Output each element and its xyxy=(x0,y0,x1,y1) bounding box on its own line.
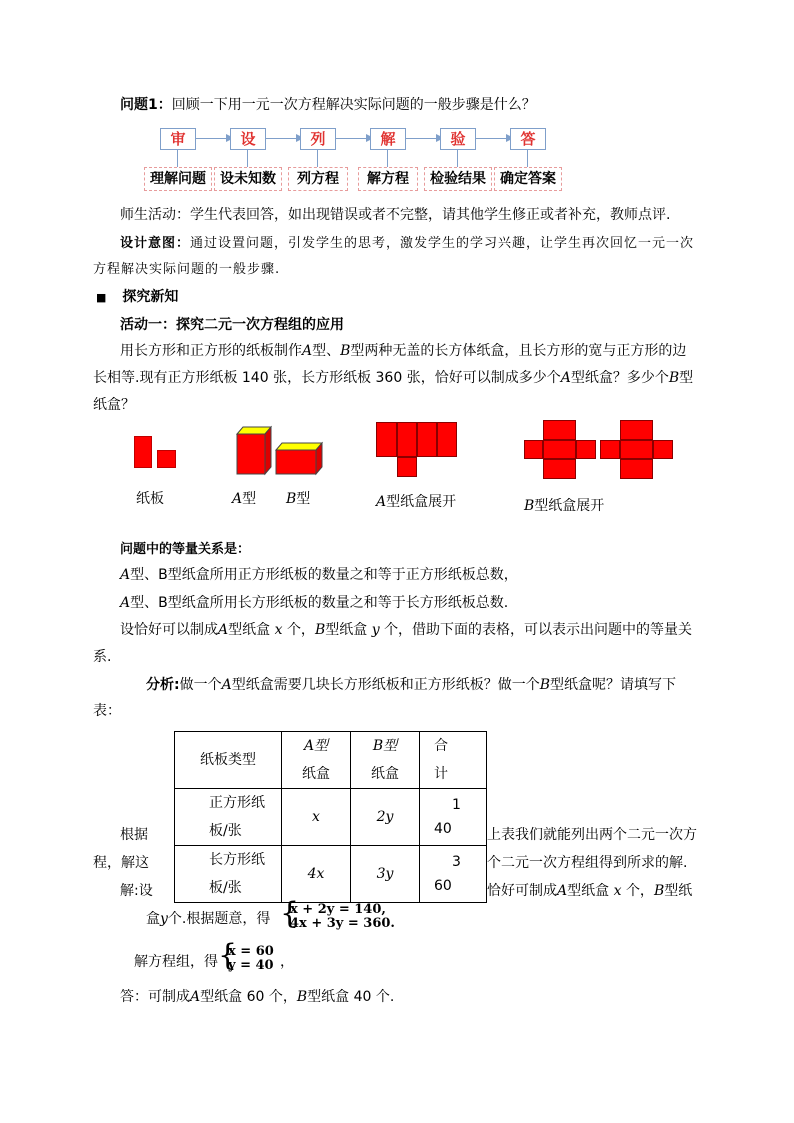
var-b: B xyxy=(653,883,665,899)
square-board-shape xyxy=(157,450,176,468)
side-left-3: 解:设 xyxy=(120,883,153,899)
step-connector xyxy=(317,150,318,168)
step-label: 解方程 xyxy=(358,167,418,191)
equation-1: x + 2y = 140, xyxy=(290,902,386,917)
side-left-2: 程，解这 xyxy=(93,855,149,871)
analysis-text: 做一个 xyxy=(179,677,222,693)
problem-text: 用长方形和正方形的纸板制作 xyxy=(120,343,302,359)
setup-text: 型纸盒 xyxy=(228,622,271,638)
step-connector xyxy=(387,150,388,168)
relation-text: 型、B型纸盒所用长方形纸板的数量之和等于长方形纸板总数. xyxy=(130,595,509,611)
brace-icon: { xyxy=(218,938,238,973)
net-a-cell xyxy=(397,457,417,477)
var-a: A xyxy=(302,343,313,359)
table-row xyxy=(175,846,487,903)
side-text: 型纸盒 xyxy=(567,883,610,899)
step-label: 确定答案 xyxy=(494,167,562,191)
var-a: A xyxy=(120,567,131,583)
var-a: A xyxy=(232,491,243,507)
row-name: 长方形纸 xyxy=(209,852,265,868)
box-a-front xyxy=(237,434,265,474)
net-a-cell xyxy=(417,422,437,457)
problem-line-3: 纸盒？ xyxy=(93,397,135,413)
step-label: 设未知数 xyxy=(214,167,282,191)
equation-2: 4x + 3y = 360. xyxy=(290,916,395,931)
total-part: 60 xyxy=(434,878,452,894)
net-b-cell xyxy=(576,440,596,459)
side-right-2: 个二元一次方程组得到所求的解. xyxy=(487,855,688,871)
teacher-activity: 师生活动：学生代表回答，如出现错误或者不完整，请其他学生修正或者补充，教师点评. xyxy=(120,207,671,223)
total-part: 1 xyxy=(452,797,461,813)
total-part: 3 xyxy=(452,854,461,870)
table-header-cell xyxy=(175,732,282,789)
question1-label: 问题1： xyxy=(120,97,172,113)
setup-text: 个， xyxy=(286,622,315,638)
caption-text: 型纸盒展开 xyxy=(386,494,457,510)
net-a-cell xyxy=(376,422,397,457)
step-box-set: 设 xyxy=(230,128,266,150)
solution-line-1 xyxy=(146,908,270,928)
equal-relation-line-1 xyxy=(120,564,518,584)
board-table xyxy=(174,731,487,903)
row-name: 正方形纸 xyxy=(209,795,265,811)
problem-line-2 xyxy=(93,367,693,387)
table-cell xyxy=(420,846,487,903)
box-a-side xyxy=(265,427,271,474)
var-y: y xyxy=(160,911,168,927)
rectangle-board-shape xyxy=(134,436,152,468)
var-x: x xyxy=(274,622,283,638)
answer-line xyxy=(120,986,394,1006)
net-b-cell xyxy=(543,420,576,440)
figure-boxes-3d xyxy=(230,422,330,478)
caption-unfold-a xyxy=(376,491,456,511)
solution-comma: ， xyxy=(280,954,294,970)
problem-text: 型 xyxy=(679,370,694,386)
table-cell: x xyxy=(282,789,351,846)
solution-text: 个.根据题意，得 xyxy=(167,911,271,927)
step-box-list: 列 xyxy=(300,128,336,150)
table-cell xyxy=(175,789,282,846)
section-title: 探究新知 xyxy=(122,289,179,305)
table-cell: 2y xyxy=(351,789,420,846)
var-a: A xyxy=(221,677,232,693)
header-b1: B型 xyxy=(372,738,398,754)
answer-text: 型纸盒 40 个. xyxy=(307,989,395,1005)
activity1-title: 活动一：探究二元一次方程组的应用 xyxy=(120,317,344,333)
header-t2: 计 xyxy=(434,766,448,782)
header-t1: 合 xyxy=(434,738,448,754)
var-a: A xyxy=(560,370,571,386)
analysis-label: 分析: xyxy=(146,677,180,693)
table-cell: 4x xyxy=(282,846,351,903)
step-label: 列方程 xyxy=(288,167,348,191)
equal-relation-title: 问题中的等量关系是： xyxy=(120,542,251,557)
design-text-2: 方程解决实际问题的一般步骤. xyxy=(93,262,281,277)
side-left-1: 根据 xyxy=(120,827,148,843)
var-a: A xyxy=(120,595,131,611)
net-a-cell xyxy=(397,422,417,457)
net-b-cell xyxy=(600,440,620,459)
step-box-answer: 答 xyxy=(510,128,546,150)
flow-line xyxy=(406,138,436,139)
net-b-cell xyxy=(620,459,653,479)
solution-y: y = 40 xyxy=(228,958,274,973)
header-a1: A型 xyxy=(303,738,329,754)
side-right-1: 上表我们就能列出两个二元一次方 xyxy=(487,827,697,843)
flow-line xyxy=(476,138,506,139)
flow-line xyxy=(196,138,226,139)
caption-type-b xyxy=(286,488,310,508)
problem-text: 型纸盒？多少个 xyxy=(570,370,669,386)
section-bullet-icon: ■ xyxy=(96,291,107,304)
header-a2: 纸盒 xyxy=(302,766,330,782)
step-connector xyxy=(177,150,178,168)
problem-text: 型两种无盖的长方体纸盒，且长方形的宽与正方形的边 xyxy=(350,343,687,359)
caption-text: 型 xyxy=(242,491,257,507)
design-text: 通过设置问题，引发学生的思考，激发学生的学习兴趣，让学生再次回忆一元一次 xyxy=(190,236,695,251)
table-cell: 3y xyxy=(351,846,420,903)
var-a: A xyxy=(376,494,387,510)
net-b-cell xyxy=(543,440,576,459)
table-header-cell xyxy=(351,732,420,789)
analysis-line-1 xyxy=(146,674,676,694)
net-b-cell xyxy=(620,420,653,440)
table-header-cell xyxy=(420,732,487,789)
setup-text: 设恰好可以制成 xyxy=(120,622,218,638)
setup-text: 个，借助下面的表格，可以表示出问题中的等量关 xyxy=(384,622,693,638)
box-b-top xyxy=(276,443,322,450)
step-connector xyxy=(527,150,528,168)
solution-text: 盒 xyxy=(146,911,160,927)
var-a: A xyxy=(218,622,229,638)
step-box-solve: 解 xyxy=(370,128,406,150)
setup-text: 型纸盒 xyxy=(325,622,368,638)
var-b: B xyxy=(340,343,351,359)
answer-text: 答：可制成 xyxy=(120,989,190,1005)
table-row xyxy=(175,789,487,846)
var-b: B xyxy=(524,498,535,514)
step-connector xyxy=(247,150,248,168)
table-header-cell xyxy=(282,732,351,789)
var-b: B xyxy=(668,370,680,386)
problem-text: 长相等.现有正方形纸板 140 张，长方形纸板 360 张，恰好可以制成多少个 xyxy=(93,370,561,386)
side-text: 恰好可制成 xyxy=(487,883,557,899)
caption-board: 纸板 xyxy=(136,491,164,507)
flow-line xyxy=(336,138,366,139)
var-x: x xyxy=(613,883,622,899)
flow-line xyxy=(266,138,296,139)
var-a: A xyxy=(190,989,201,1005)
table-cell xyxy=(420,789,487,846)
setup-line-1 xyxy=(120,619,692,639)
caption-text: 型 xyxy=(296,491,311,507)
answer-text: 型纸盒 60 个， xyxy=(200,989,297,1005)
side-right-3 xyxy=(487,880,692,900)
step-box-check: 验 xyxy=(440,128,476,150)
setup-line-2: 系. xyxy=(93,649,112,665)
solution-x: x = 60 xyxy=(228,944,274,959)
var-b: B xyxy=(296,989,308,1005)
design-intent xyxy=(120,232,694,251)
caption-unfold-b xyxy=(524,495,604,515)
table-cell xyxy=(175,846,282,903)
section-heading xyxy=(96,286,178,306)
row-name: 板/张 xyxy=(209,880,242,896)
caption-text: 型纸盒展开 xyxy=(534,498,605,514)
net-a-cell xyxy=(437,422,457,457)
var-y: y xyxy=(371,622,380,638)
question1 xyxy=(120,94,536,114)
var-b: B xyxy=(314,622,326,638)
solution-line-2: 解方程组，得 xyxy=(134,954,218,970)
header-type: 纸板类型 xyxy=(200,752,256,768)
problem-line-1 xyxy=(120,340,686,360)
side-text: 型纸 xyxy=(664,883,693,899)
step-connector xyxy=(457,150,458,168)
total-part: 40 xyxy=(434,821,452,837)
net-b-cell xyxy=(620,440,653,459)
step-box-review: 审 xyxy=(160,128,196,150)
side-text: 个， xyxy=(625,883,654,899)
relation-text: 型、B型纸盒所用正方形纸板的数量之和等于正方形纸板总数， xyxy=(130,567,518,583)
net-b-cell xyxy=(524,440,543,459)
table-header-row xyxy=(175,732,487,789)
analysis-line-2: 表： xyxy=(93,703,121,719)
net-b-cell xyxy=(543,459,576,479)
box-b-front xyxy=(276,450,316,474)
var-b: B xyxy=(539,677,551,693)
design-label: 设计意图： xyxy=(120,236,191,251)
row-name: 板/张 xyxy=(209,823,242,839)
equal-relation-line-2 xyxy=(120,592,508,612)
step-label: 检验结果 xyxy=(424,167,492,191)
net-b-cell xyxy=(653,440,673,459)
var-b: B xyxy=(286,491,297,507)
analysis-text: 型纸盒需要几块长方形纸板和正方形纸板？做一个 xyxy=(231,677,540,693)
var-a: A xyxy=(557,883,568,899)
header-b2: 纸盒 xyxy=(371,766,399,782)
caption-type-a xyxy=(232,488,256,508)
brace-icon: { xyxy=(280,896,300,931)
analysis-text: 型纸盒呢？请填写下 xyxy=(550,677,677,693)
step-label: 理解问题 xyxy=(144,167,212,191)
question1-text: 回顾一下用一元一次方程解决实际问题的一般步骤是什么？ xyxy=(171,97,536,113)
problem-text: 型、 xyxy=(312,343,341,359)
